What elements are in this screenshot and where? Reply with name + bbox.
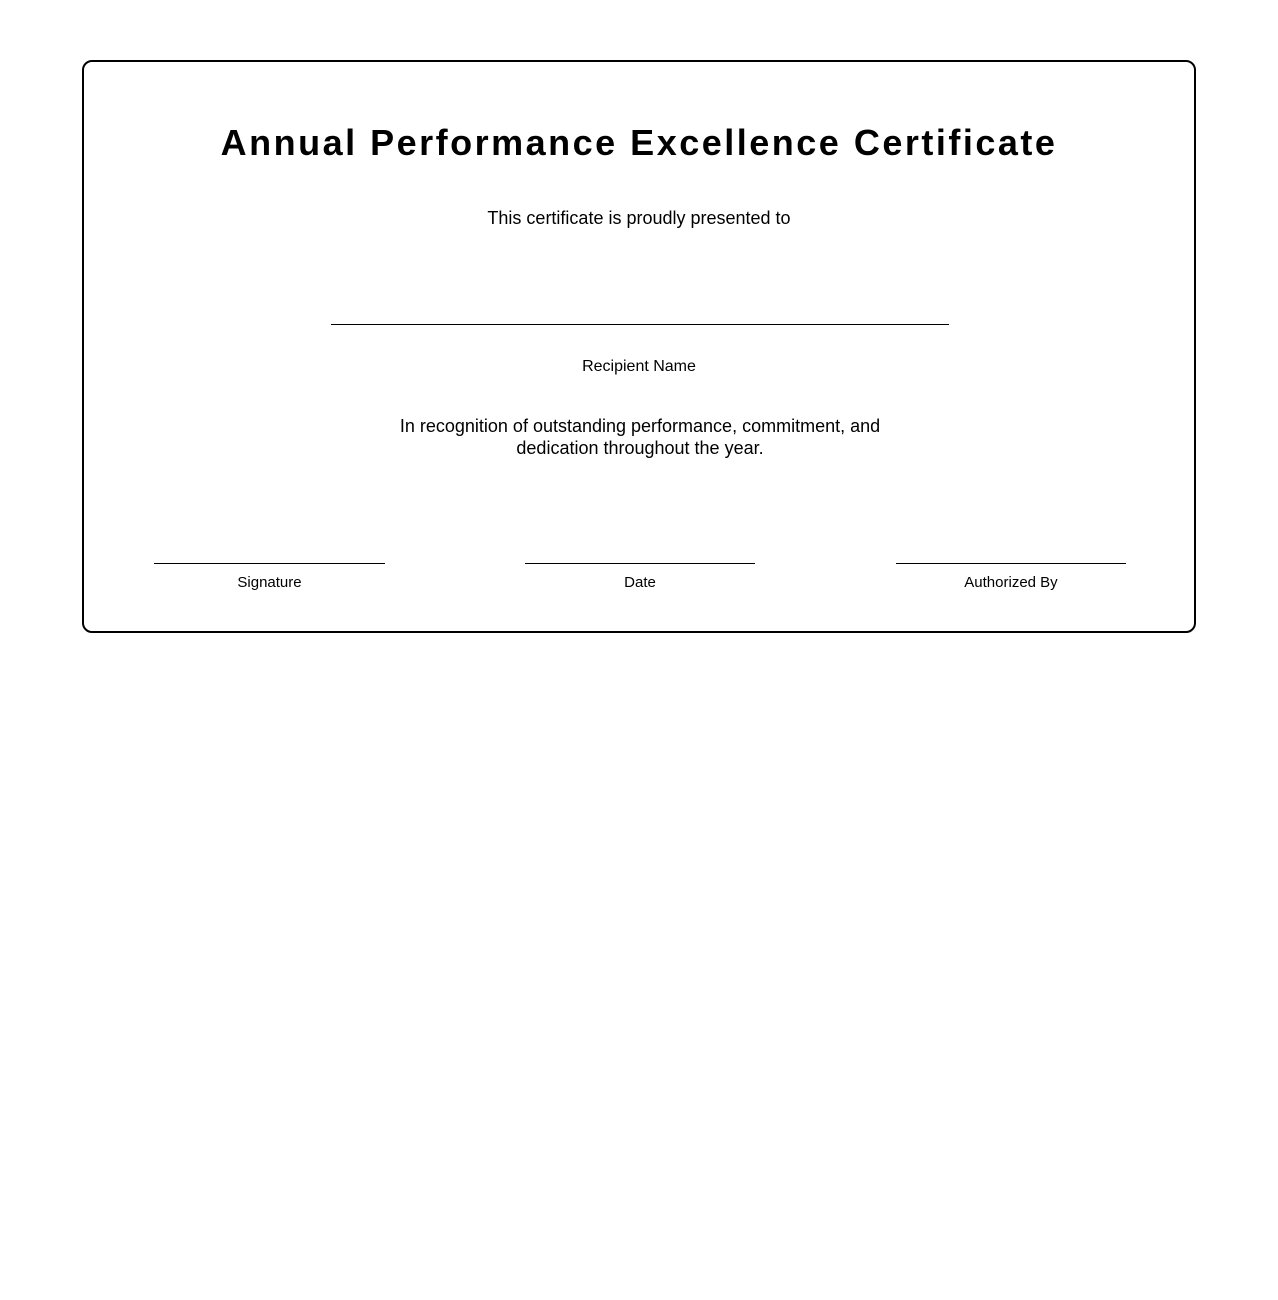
recipient-name-label: Recipient Name <box>582 358 696 375</box>
authorized-by-line <box>896 563 1126 564</box>
signature-label: Signature <box>237 574 302 591</box>
presented-to-text: This certificate is proudly presented to <box>487 208 791 228</box>
recognition-text: In recognition of outstanding performance, commitment, and dedication throughout the year. <box>399 416 881 458</box>
date-label: Date <box>624 574 656 591</box>
authorized-by-block <box>896 563 1126 592</box>
signature-block <box>154 563 385 592</box>
recipient-name-line <box>331 324 949 325</box>
date-block <box>525 563 755 592</box>
certificate-card <box>82 60 1196 633</box>
signature-line <box>154 563 385 564</box>
date-line <box>525 563 755 564</box>
authorized-by-label: Authorized By <box>964 574 1058 591</box>
certificate-title: Annual Performance Excellence Certificate <box>220 122 1058 163</box>
